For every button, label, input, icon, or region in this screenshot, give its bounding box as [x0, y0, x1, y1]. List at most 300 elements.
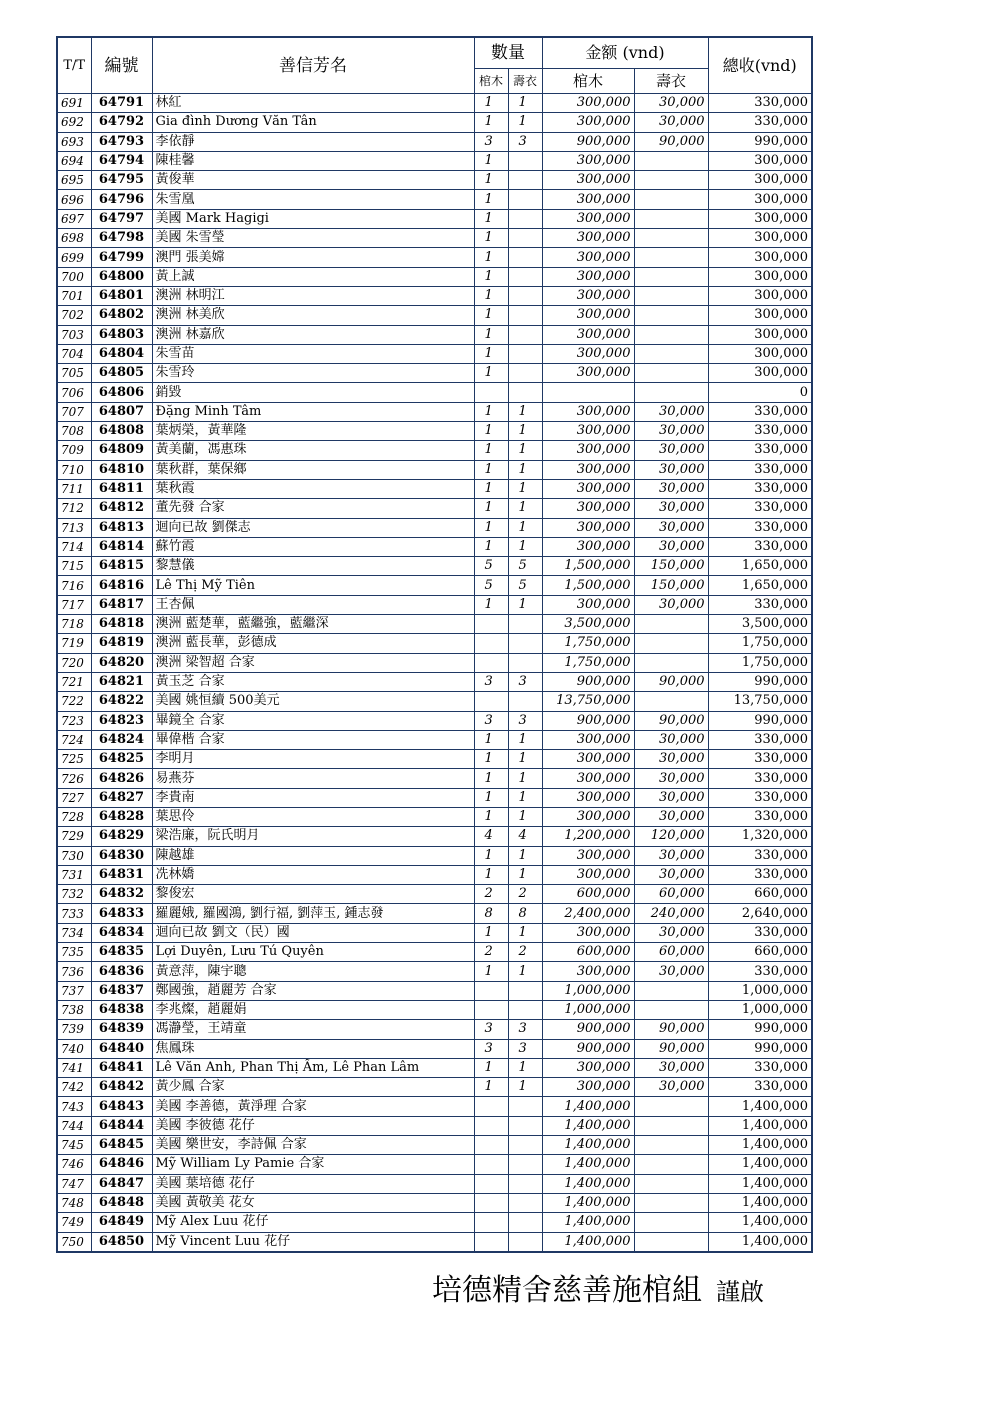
row-amt-robe: 30,000 — [634, 730, 708, 749]
row-id: 64824 — [91, 730, 152, 749]
row-qty-robe — [508, 248, 542, 267]
row-amt-coffin: 300,000 — [542, 171, 634, 190]
row-total: 1,400,000 — [708, 1174, 812, 1193]
row-qty-robe — [508, 634, 542, 653]
table-row — [57, 750, 812, 769]
table-row — [57, 576, 812, 595]
row-id: 64834 — [91, 923, 152, 942]
table-row — [57, 267, 812, 286]
row-qty-coffin: 1 — [474, 113, 508, 132]
row-qty-coffin — [474, 1174, 508, 1193]
row-amt-coffin: 300,000 — [542, 460, 634, 479]
row-id: 64830 — [91, 846, 152, 865]
row-id: 64811 — [91, 479, 152, 498]
row-total: 990,000 — [708, 132, 812, 151]
row-amt-robe: 60,000 — [634, 943, 708, 962]
row-amt-robe: 30,000 — [634, 460, 708, 479]
row-id: 64840 — [91, 1039, 152, 1058]
row-total: 990,000 — [708, 1039, 812, 1058]
row-amt-coffin: 300,000 — [542, 402, 634, 421]
row-qty-robe: 1 — [508, 788, 542, 807]
row-name: 葉秋群，葉保鄉 — [152, 460, 474, 479]
row-total: 1,400,000 — [708, 1193, 812, 1212]
row-amt-coffin: 300,000 — [542, 788, 634, 807]
row-id: 64843 — [91, 1097, 152, 1116]
row-total: 330,000 — [708, 479, 812, 498]
table-row — [57, 383, 812, 402]
row-id: 64826 — [91, 769, 152, 788]
row-qty-robe: 1 — [508, 750, 542, 769]
row-amt-coffin: 300,000 — [542, 807, 634, 826]
table-row — [57, 209, 812, 228]
row-amt-robe: 150,000 — [634, 576, 708, 595]
row-amt-robe — [634, 653, 708, 672]
row-amt-robe — [634, 634, 708, 653]
row-total: 330,000 — [708, 1058, 812, 1077]
row-qty-robe — [508, 981, 542, 1000]
row-amt-coffin: 300,000 — [542, 865, 634, 884]
row-qty-robe — [508, 171, 542, 190]
row-qty-robe: 1 — [508, 923, 542, 942]
row-id: 64791 — [91, 94, 152, 113]
row-name: 黃玉芝 合家 — [152, 672, 474, 691]
row-name: Lê Thị Mỹ Tiên — [152, 576, 474, 595]
header-total: 總收(vnd) — [708, 37, 812, 94]
row-qty-robe — [508, 1155, 542, 1174]
row-name: 黎俊宏 — [152, 885, 474, 904]
row-qty-coffin: 1 — [474, 962, 508, 981]
row-qty-robe: 1 — [508, 846, 542, 865]
row-amt-robe: 30,000 — [634, 441, 708, 460]
row-name: 李貴南 — [152, 788, 474, 807]
row-total: 300,000 — [708, 325, 812, 344]
row-qty-coffin: 1 — [474, 325, 508, 344]
row-name: 朱雪苗 — [152, 344, 474, 363]
row-id: 64820 — [91, 653, 152, 672]
row-id: 64806 — [91, 383, 152, 402]
row-tt: 700 — [57, 267, 91, 286]
row-amt-robe — [634, 286, 708, 305]
row-total: 300,000 — [708, 209, 812, 228]
table-row — [57, 595, 812, 614]
row-qty-robe: 1 — [508, 422, 542, 441]
row-qty-robe: 1 — [508, 402, 542, 421]
table-row — [57, 1000, 812, 1019]
row-name: 美國 葉培德 花仔 — [152, 1174, 474, 1193]
row-id: 64792 — [91, 113, 152, 132]
row-amt-coffin: 3,500,000 — [542, 615, 634, 634]
row-amt-coffin: 13,750,000 — [542, 692, 634, 711]
row-id: 64807 — [91, 402, 152, 421]
row-id: 64800 — [91, 267, 152, 286]
row-amt-robe: 30,000 — [634, 402, 708, 421]
row-amt-coffin: 1,400,000 — [542, 1097, 634, 1116]
row-qty-coffin: 1 — [474, 267, 508, 286]
row-name: 羅麗娥, 羅國鴻, 劉行福, 劉萍玉, 鍾志發 — [152, 904, 474, 923]
row-qty-robe: 3 — [508, 1020, 542, 1039]
row-amt-robe — [634, 306, 708, 325]
row-amt-coffin: 600,000 — [542, 943, 634, 962]
row-qty-robe — [508, 1097, 542, 1116]
table-row — [57, 1078, 812, 1097]
row-amt-coffin — [542, 383, 634, 402]
row-total: 990,000 — [708, 1020, 812, 1039]
row-qty-coffin: 4 — [474, 827, 508, 846]
row-tt: 733 — [57, 904, 91, 923]
row-id: 64838 — [91, 1000, 152, 1019]
row-total: 990,000 — [708, 672, 812, 691]
row-name: 黃少鳳 合家 — [152, 1078, 474, 1097]
row-qty-coffin: 1 — [474, 364, 508, 383]
table-row — [57, 1174, 812, 1193]
row-name: 林紅 — [152, 94, 474, 113]
row-amt-coffin: 300,000 — [542, 1058, 634, 1077]
table-row — [57, 865, 812, 884]
row-amt-robe: 120,000 — [634, 827, 708, 846]
row-id: 64839 — [91, 1020, 152, 1039]
row-qty-coffin — [474, 383, 508, 402]
row-qty-coffin — [474, 1155, 508, 1174]
row-id: 64831 — [91, 865, 152, 884]
row-qty-coffin: 8 — [474, 904, 508, 923]
row-total: 1,320,000 — [708, 827, 812, 846]
row-amt-robe: 90,000 — [634, 1039, 708, 1058]
table-row — [57, 981, 812, 1000]
row-qty-coffin: 1 — [474, 518, 508, 537]
signature — [432, 1265, 764, 1309]
row-id: 64819 — [91, 634, 152, 653]
row-total: 1,750,000 — [708, 653, 812, 672]
row-tt: 709 — [57, 441, 91, 460]
row-name: 鄭國強，趙麗芳 合家 — [152, 981, 474, 1000]
row-tt: 705 — [57, 364, 91, 383]
row-name: 美國 Mark Hagigi — [152, 209, 474, 228]
row-qty-coffin: 3 — [474, 1020, 508, 1039]
row-amt-coffin: 1,400,000 — [542, 1155, 634, 1174]
row-qty-robe — [508, 653, 542, 672]
row-total: 1,400,000 — [708, 1097, 812, 1116]
row-amt-robe: 90,000 — [634, 132, 708, 151]
row-name: 澳洲 林明江 — [152, 286, 474, 305]
row-tt: 748 — [57, 1193, 91, 1212]
row-name: 易燕芬 — [152, 769, 474, 788]
row-tt: 747 — [57, 1174, 91, 1193]
row-tt: 743 — [57, 1097, 91, 1116]
row-total: 2,640,000 — [708, 904, 812, 923]
row-amt-robe — [634, 692, 708, 711]
row-amt-coffin: 300,000 — [542, 364, 634, 383]
row-tt: 744 — [57, 1116, 91, 1135]
row-tt: 741 — [57, 1058, 91, 1077]
table-row — [57, 1097, 812, 1116]
row-qty-robe — [508, 692, 542, 711]
row-amt-robe — [634, 364, 708, 383]
row-amt-robe: 30,000 — [634, 479, 708, 498]
row-id: 64832 — [91, 885, 152, 904]
row-name: Lợi Duyên, Lưu Tú Quyên — [152, 943, 474, 962]
row-amt-coffin: 300,000 — [542, 923, 634, 942]
row-qty-robe — [508, 151, 542, 170]
row-qty-robe: 1 — [508, 595, 542, 614]
row-tt: 750 — [57, 1232, 91, 1252]
row-qty-coffin — [474, 634, 508, 653]
row-amt-robe: 30,000 — [634, 518, 708, 537]
row-amt-robe: 30,000 — [634, 750, 708, 769]
row-name: 陳桂馨 — [152, 151, 474, 170]
row-qty-coffin: 1 — [474, 1058, 508, 1077]
header-amount: 金额 (vnd) — [542, 37, 708, 69]
row-qty-coffin: 1 — [474, 460, 508, 479]
row-amt-coffin: 600,000 — [542, 885, 634, 904]
row-id: 64846 — [91, 1155, 152, 1174]
row-total: 330,000 — [708, 730, 812, 749]
header-qty-coffin: 棺木 — [474, 69, 508, 94]
row-qty-coffin — [474, 981, 508, 1000]
row-qty-coffin: 1 — [474, 730, 508, 749]
donation-table — [56, 36, 813, 1253]
row-qty-robe: 3 — [508, 711, 542, 730]
row-id: 64814 — [91, 537, 152, 556]
row-qty-coffin: 1 — [474, 171, 508, 190]
row-qty-robe — [508, 229, 542, 248]
row-amt-coffin: 300,000 — [542, 518, 634, 537]
row-total: 330,000 — [708, 402, 812, 421]
row-total: 1,000,000 — [708, 1000, 812, 1019]
row-total: 300,000 — [708, 151, 812, 170]
row-id: 64829 — [91, 827, 152, 846]
row-qty-coffin: 1 — [474, 846, 508, 865]
table-row — [57, 460, 812, 479]
row-qty-robe: 2 — [508, 943, 542, 962]
header-amt-robe: 壽衣 — [634, 69, 708, 94]
row-total: 990,000 — [708, 711, 812, 730]
row-tt: 707 — [57, 402, 91, 421]
row-tt: 694 — [57, 151, 91, 170]
row-tt: 691 — [57, 94, 91, 113]
row-qty-robe: 1 — [508, 518, 542, 537]
row-amt-robe: 30,000 — [634, 846, 708, 865]
row-total: 330,000 — [708, 537, 812, 556]
table-row — [57, 190, 812, 209]
row-tt: 706 — [57, 383, 91, 402]
row-tt: 745 — [57, 1136, 91, 1155]
row-name: Đặng Minh Tâm — [152, 402, 474, 421]
row-qty-robe — [508, 1116, 542, 1135]
row-tt: 718 — [57, 615, 91, 634]
row-qty-robe: 1 — [508, 807, 542, 826]
row-amt-robe: 90,000 — [634, 672, 708, 691]
row-qty-coffin: 1 — [474, 750, 508, 769]
table-row — [57, 286, 812, 305]
row-tt: 711 — [57, 479, 91, 498]
row-amt-coffin: 300,000 — [542, 248, 634, 267]
row-tt: 731 — [57, 865, 91, 884]
row-name: 銷毀 — [152, 383, 474, 402]
row-qty-robe — [508, 615, 542, 634]
row-tt: 712 — [57, 499, 91, 518]
row-tt: 725 — [57, 750, 91, 769]
row-qty-coffin: 2 — [474, 885, 508, 904]
row-tt: 702 — [57, 306, 91, 325]
row-qty-coffin: 3 — [474, 132, 508, 151]
row-amt-robe: 30,000 — [634, 595, 708, 614]
table-row — [57, 325, 812, 344]
row-qty-robe: 1 — [508, 113, 542, 132]
row-id: 64804 — [91, 344, 152, 363]
row-name: 畢鏡全 合家 — [152, 711, 474, 730]
row-qty-robe: 1 — [508, 479, 542, 498]
row-id: 64813 — [91, 518, 152, 537]
row-qty-robe — [508, 267, 542, 286]
row-name: 朱雪凰 — [152, 190, 474, 209]
header-qty: 數量 — [474, 37, 542, 69]
row-amt-coffin: 300,000 — [542, 209, 634, 228]
row-total: 330,000 — [708, 518, 812, 537]
row-amt-coffin: 1,750,000 — [542, 653, 634, 672]
row-total: 330,000 — [708, 499, 812, 518]
table-row — [57, 730, 812, 749]
row-tt: 727 — [57, 788, 91, 807]
row-qty-robe — [508, 364, 542, 383]
row-total: 300,000 — [708, 267, 812, 286]
row-total: 300,000 — [708, 190, 812, 209]
row-qty-coffin — [474, 692, 508, 711]
row-amt-coffin: 300,000 — [542, 94, 634, 113]
row-qty-robe: 1 — [508, 1078, 542, 1097]
row-total: 300,000 — [708, 229, 812, 248]
row-name: 冼林嬌 — [152, 865, 474, 884]
row-amt-coffin: 1,400,000 — [542, 1213, 634, 1232]
row-amt-robe — [634, 1213, 708, 1232]
table-row — [57, 113, 812, 132]
row-name: 美國 黃敬美 花女 — [152, 1193, 474, 1212]
row-amt-robe — [634, 1116, 708, 1135]
row-tt: 716 — [57, 576, 91, 595]
row-amt-coffin: 1,400,000 — [542, 1193, 634, 1212]
row-total: 0 — [708, 383, 812, 402]
row-total: 330,000 — [708, 1078, 812, 1097]
row-amt-robe — [634, 615, 708, 634]
row-total: 330,000 — [708, 441, 812, 460]
row-tt: 732 — [57, 885, 91, 904]
row-qty-robe: 5 — [508, 576, 542, 595]
row-amt-robe: 30,000 — [634, 962, 708, 981]
row-id: 64828 — [91, 807, 152, 826]
table-row — [57, 615, 812, 634]
row-name: 陳越雄 — [152, 846, 474, 865]
row-qty-coffin: 1 — [474, 923, 508, 942]
row-amt-robe — [634, 190, 708, 209]
row-id: 64796 — [91, 190, 152, 209]
row-name: 澳洲 林美欣 — [152, 306, 474, 325]
row-qty-robe — [508, 1136, 542, 1155]
row-qty-robe: 3 — [508, 132, 542, 151]
row-name: 迴向已故 劉文（民）國 — [152, 923, 474, 942]
row-amt-coffin: 300,000 — [542, 267, 634, 286]
row-amt-robe: 30,000 — [634, 1078, 708, 1097]
row-id: 64821 — [91, 672, 152, 691]
row-qty-coffin: 1 — [474, 306, 508, 325]
row-name: 澳門 張美嫦 — [152, 248, 474, 267]
row-amt-robe — [634, 248, 708, 267]
row-name: 澳洲 林嘉欣 — [152, 325, 474, 344]
row-name: 葉秋霞 — [152, 479, 474, 498]
row-qty-robe — [508, 1213, 542, 1232]
row-qty-coffin: 3 — [474, 711, 508, 730]
row-id: 64845 — [91, 1136, 152, 1155]
row-name: 黃美蘭，馮惠珠 — [152, 441, 474, 460]
row-qty-coffin: 1 — [474, 537, 508, 556]
row-id: 64844 — [91, 1116, 152, 1135]
row-id: 64835 — [91, 943, 152, 962]
signature-org: 培德精舍慈善施棺組 — [432, 1273, 702, 1308]
table-row — [57, 692, 812, 711]
table-row — [57, 904, 812, 923]
row-name: 梁浩廉，阮氏明月 — [152, 827, 474, 846]
row-total: 330,000 — [708, 750, 812, 769]
row-tt: 704 — [57, 344, 91, 363]
row-id: 64794 — [91, 151, 152, 170]
row-amt-coffin: 2,400,000 — [542, 904, 634, 923]
row-qty-coffin — [474, 1097, 508, 1116]
row-name: 美國 朱雪瑩 — [152, 229, 474, 248]
row-total: 1,000,000 — [708, 981, 812, 1000]
row-total: 330,000 — [708, 962, 812, 981]
row-id: 64842 — [91, 1078, 152, 1097]
row-qty-coffin — [474, 1116, 508, 1135]
table-row — [57, 962, 812, 981]
row-name: 畢偉楷 合家 — [152, 730, 474, 749]
row-amt-coffin: 300,000 — [542, 190, 634, 209]
row-qty-robe — [508, 1174, 542, 1193]
row-amt-robe — [634, 1136, 708, 1155]
table-row — [57, 1155, 812, 1174]
row-amt-robe: 30,000 — [634, 769, 708, 788]
row-name: 美國 李彼德 花仔 — [152, 1116, 474, 1135]
row-name: 黃俊華 — [152, 171, 474, 190]
row-total: 300,000 — [708, 306, 812, 325]
row-amt-coffin: 300,000 — [542, 441, 634, 460]
row-qty-coffin: 1 — [474, 499, 508, 518]
table-body — [57, 94, 812, 1252]
row-qty-robe: 1 — [508, 962, 542, 981]
row-qty-robe: 2 — [508, 885, 542, 904]
row-total: 330,000 — [708, 807, 812, 826]
row-qty-coffin: 1 — [474, 865, 508, 884]
row-tt: 698 — [57, 229, 91, 248]
row-tt: 746 — [57, 1155, 91, 1174]
row-qty-robe: 1 — [508, 537, 542, 556]
row-amt-robe: 30,000 — [634, 422, 708, 441]
row-qty-coffin: 1 — [474, 190, 508, 209]
row-id: 64827 — [91, 788, 152, 807]
row-id: 64797 — [91, 209, 152, 228]
row-amt-robe — [634, 1193, 708, 1212]
row-amt-robe: 240,000 — [634, 904, 708, 923]
row-name: 澳洲 梁智超 合家 — [152, 653, 474, 672]
row-qty-coffin — [474, 653, 508, 672]
row-amt-robe: 60,000 — [634, 885, 708, 904]
row-amt-coffin: 300,000 — [542, 479, 634, 498]
table-row — [57, 364, 812, 383]
row-total: 330,000 — [708, 460, 812, 479]
row-tt: 710 — [57, 460, 91, 479]
row-amt-coffin: 1,750,000 — [542, 634, 634, 653]
table-row — [57, 248, 812, 267]
row-id: 64809 — [91, 441, 152, 460]
row-tt: 738 — [57, 1000, 91, 1019]
table-row — [57, 1039, 812, 1058]
